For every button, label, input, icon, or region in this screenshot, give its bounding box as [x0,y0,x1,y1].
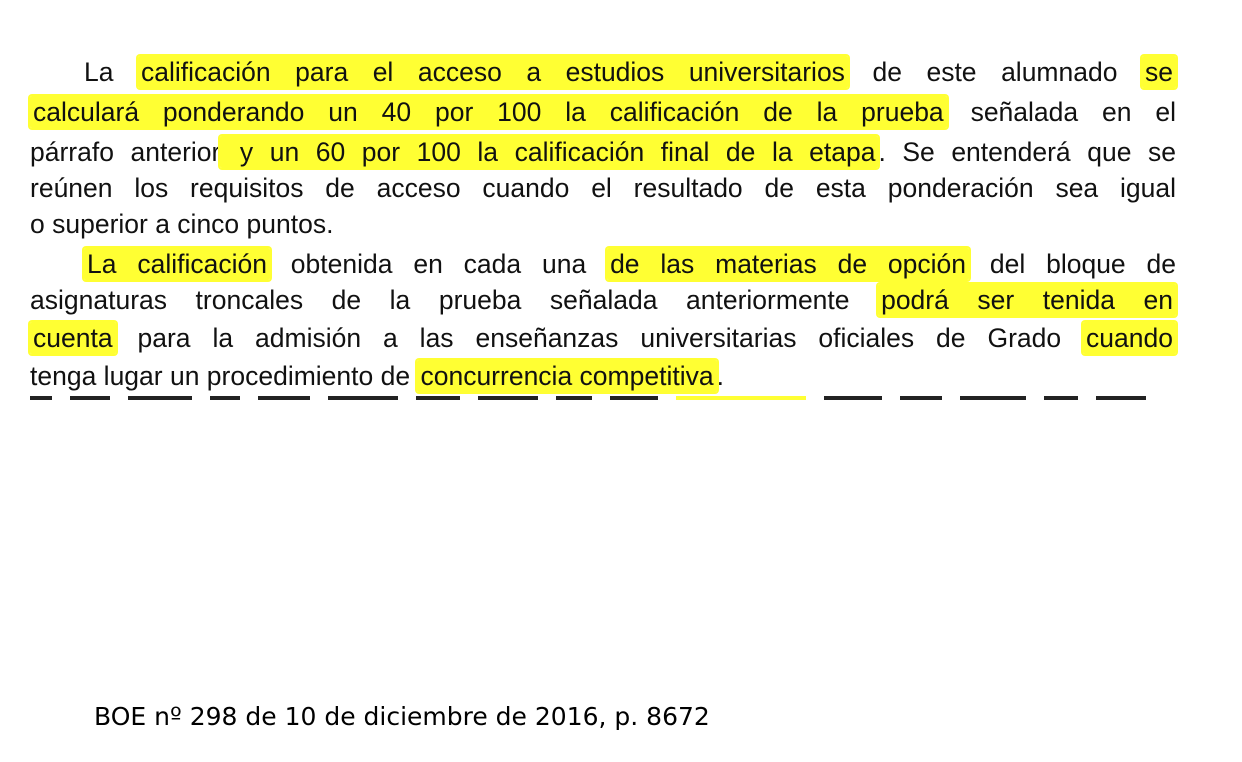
highlighted-text: podrá ser tenida en [878,284,1176,316]
source-citation: BOE nº 298 de 10 de diciembre de 2016, p. 8672 [94,702,710,731]
paragraph-2-line-3 [30,320,1176,356]
highlighted-text: La calificación [84,248,270,280]
text-span: . [716,361,724,391]
paragraph-1-line-4: reúnen los requisitos de acceso cuando el resultado de esta ponderación sea igual [30,173,1176,203]
text-span: de este alumnado [847,57,1142,87]
text-span: párrafo anterior [30,137,221,167]
text-span: La [84,57,138,87]
paragraph-2-line-4 [30,358,1176,394]
highlighted-text: cuenta [30,322,116,354]
paragraph-1-line-2 [30,94,1176,130]
paragraph-1-line-3 [30,134,1176,170]
highlighted-text: calculará ponderando un 40 por 100 la calificación de la prueba [30,96,947,128]
document-excerpt [18,50,1228,400]
paragraph-2-line-1 [30,246,1176,282]
paragraph-1-line-5: o superior a cinco puntos. [30,209,334,239]
text-span: señalada en el [946,97,1177,127]
highlighted-text: cuando [1083,322,1176,354]
highlighted-text: concurrencia competitiva [417,360,716,392]
text-span: . Se entenderá que se [878,137,1176,167]
highlighted-text: de las materias de opción [607,248,969,280]
text-span: obtenida en cada una [269,249,608,279]
highlighted-text: y un 60 por 100 la calificación final de la etapa [220,136,878,168]
highlighted-text: se [1142,56,1176,88]
cropped-line-fragment [30,396,1176,400]
paragraph-2-line-2 [30,282,1176,318]
paragraph-1-line-1 [30,54,1176,90]
text-span: del bloque de [969,249,1176,279]
highlighted-text: calificación para el acceso a estudios universitarios [138,56,848,88]
text-span: para la admisión a las enseñanzas universitarias oficiales de Grado [115,323,1084,353]
text-span: tenga lugar un procedimiento de [30,361,418,391]
text-span: asignaturas troncales de la prueba señalada anteriormente [30,285,879,315]
